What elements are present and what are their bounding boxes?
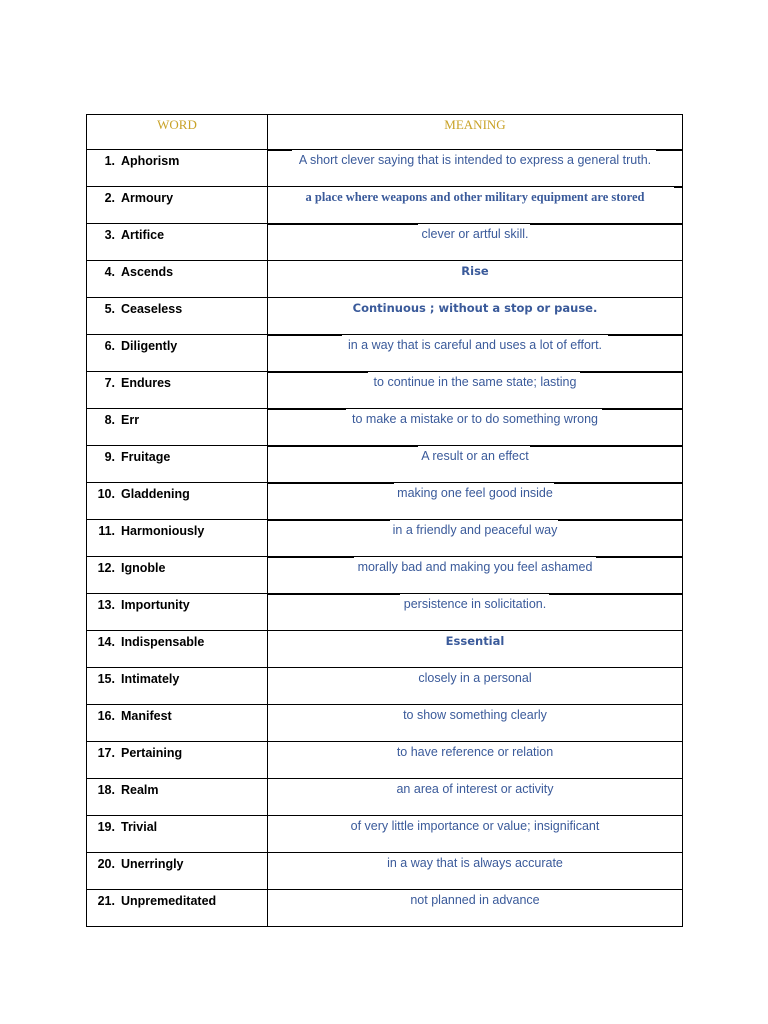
table-row — [87, 557, 683, 594]
word-number: 9. — [104, 450, 115, 464]
header-meaning: MEANING — [268, 115, 683, 150]
table-header-row — [87, 115, 683, 150]
table-row — [87, 150, 683, 187]
word-text: Fruitage — [121, 450, 171, 464]
word-text: Indispensable — [121, 635, 205, 649]
meaning-text: in a way that is always accurate — [387, 856, 563, 870]
meaning-cell — [268, 557, 683, 594]
word-text: Manifest — [121, 709, 172, 723]
word-cell — [87, 594, 268, 631]
word-text: Gladdening — [121, 487, 190, 501]
word-number: 16. — [97, 709, 115, 723]
field-underline — [530, 446, 682, 447]
meaning-cell — [268, 298, 683, 335]
field-underline — [268, 372, 368, 373]
field-underline — [580, 372, 682, 373]
meaning-text: in a way that is careful and uses a lot of effort. — [347, 338, 603, 352]
field-underline — [554, 483, 682, 484]
field-underline — [549, 594, 682, 595]
word-number: 4. — [104, 265, 115, 279]
word-cell — [87, 150, 268, 187]
meaning-cell — [268, 631, 683, 668]
word-text: Artifice — [121, 228, 165, 242]
word-number: 13. — [97, 598, 115, 612]
word-cell — [87, 816, 268, 853]
word-text: Aphorism — [121, 154, 180, 168]
meaning-cell — [268, 594, 683, 631]
table-row — [87, 298, 683, 335]
word-text: Ascends — [121, 265, 174, 279]
table-row — [87, 705, 683, 742]
table-row — [87, 224, 683, 261]
word-cell — [87, 372, 268, 409]
meaning-text: to make a mistake or to do something wrong — [352, 412, 598, 426]
field-underline — [268, 520, 390, 521]
table-body — [87, 150, 683, 927]
meaning-text: A result or an effect — [421, 449, 529, 463]
word-cell — [87, 483, 268, 520]
word-number: 14. — [97, 635, 115, 649]
meaning-text: morally bad and making you feel ashamed — [357, 560, 593, 574]
meaning-text: Rise — [461, 264, 489, 278]
word-text: Err — [121, 413, 140, 427]
field-underline — [268, 446, 418, 447]
meaning-cell — [268, 409, 683, 446]
word-number: 10. — [97, 487, 115, 501]
meaning-cell — [268, 224, 683, 261]
word-cell — [87, 335, 268, 372]
word-text: Endures — [121, 376, 172, 390]
word-text: Ceaseless — [121, 302, 183, 316]
meaning-text: to show something clearly — [403, 708, 547, 722]
word-text: Unpremeditated — [121, 894, 217, 908]
table-row — [87, 409, 683, 446]
word-cell — [87, 668, 268, 705]
table-row — [87, 446, 683, 483]
word-cell — [87, 261, 268, 298]
word-cell — [87, 631, 268, 668]
table-row — [87, 853, 683, 890]
meaning-text: a place where weapons and other military equipment are stored — [305, 190, 645, 204]
word-text: Intimately — [121, 672, 180, 686]
table-row — [87, 779, 683, 816]
word-cell — [87, 520, 268, 557]
word-text: Harmoniously — [121, 524, 205, 538]
word-number: 6. — [104, 339, 115, 353]
meaning-text: making one feel good inside — [397, 486, 553, 500]
field-underline — [596, 557, 682, 558]
meaning-text: Essential — [445, 634, 505, 648]
word-cell — [87, 187, 268, 224]
meaning-cell — [268, 742, 683, 779]
meaning-cell — [268, 372, 683, 409]
word-cell — [87, 446, 268, 483]
word-cell — [87, 853, 268, 890]
word-cell — [87, 557, 268, 594]
meaning-cell — [268, 150, 683, 187]
field-underline — [558, 520, 682, 521]
meaning-text: to have reference or relation — [396, 745, 554, 759]
meaning-text: of very little importance or value; insignificant — [350, 819, 600, 833]
meaning-text: A short clever saying that is intended to express a general truth. — [298, 153, 652, 167]
field-underline — [608, 335, 682, 336]
word-cell — [87, 298, 268, 335]
field-underline — [530, 224, 682, 225]
table-row — [87, 335, 683, 372]
word-number: 8. — [104, 413, 115, 427]
word-number: 11. — [98, 524, 115, 538]
word-text: Unerringly — [121, 857, 184, 871]
meaning-cell — [268, 187, 683, 224]
field-underline — [268, 150, 292, 151]
meaning-cell — [268, 816, 683, 853]
word-number: 21. — [97, 894, 115, 908]
table-row — [87, 261, 683, 298]
word-number: 12. — [97, 561, 115, 575]
word-number: 3. — [104, 228, 115, 242]
meaning-cell — [268, 890, 683, 927]
table-row — [87, 594, 683, 631]
word-cell — [87, 779, 268, 816]
field-underline — [268, 335, 342, 336]
table-row — [87, 890, 683, 927]
word-text: Ignoble — [121, 561, 166, 575]
word-number: 7. — [104, 376, 115, 390]
word-text: Diligently — [121, 339, 178, 353]
meaning-cell — [268, 446, 683, 483]
field-underline — [268, 557, 354, 558]
table-row — [87, 187, 683, 224]
word-number: 19. — [97, 820, 115, 834]
table-row — [87, 483, 683, 520]
field-underline — [656, 150, 682, 151]
meaning-text: an area of interest or activity — [396, 782, 554, 796]
word-text: Pertaining — [121, 746, 183, 760]
word-cell — [87, 890, 268, 927]
header-word: WORD — [87, 115, 268, 150]
field-underline — [602, 409, 682, 410]
field-underline — [674, 187, 682, 188]
table-row — [87, 742, 683, 779]
word-number: 18. — [97, 783, 115, 797]
table-row — [87, 520, 683, 557]
vocabulary-table — [86, 114, 683, 927]
word-number: 17. — [97, 746, 115, 760]
table-row — [87, 668, 683, 705]
word-cell — [87, 705, 268, 742]
word-number: 5. — [104, 302, 115, 316]
field-underline — [268, 224, 418, 225]
meaning-cell — [268, 261, 683, 298]
meaning-cell — [268, 779, 683, 816]
meaning-text: clever or artful skill. — [421, 227, 529, 241]
meaning-text: to continue in the same state; lasting — [373, 375, 577, 389]
table-row — [87, 372, 683, 409]
meaning-text: in a friendly and peaceful way — [392, 523, 558, 537]
word-number: 1. — [104, 154, 115, 168]
word-text: Importunity — [121, 598, 190, 612]
word-cell — [87, 742, 268, 779]
word-text: Realm — [121, 783, 159, 797]
word-number: 2. — [104, 191, 115, 205]
word-cell — [87, 409, 268, 446]
field-underline — [268, 594, 400, 595]
word-number: 20. — [97, 857, 115, 871]
field-underline — [268, 409, 346, 410]
meaning-cell — [268, 853, 683, 890]
word-number: 15. — [97, 672, 115, 686]
word-text: Armoury — [121, 191, 174, 205]
meaning-cell — [268, 668, 683, 705]
meaning-text: closely in a personal — [418, 671, 532, 685]
word-text: Trivial — [121, 820, 158, 834]
meaning-cell — [268, 335, 683, 372]
word-cell — [87, 224, 268, 261]
meaning-text: not planned in advance — [410, 893, 540, 907]
field-underline — [268, 483, 394, 484]
table-row — [87, 816, 683, 853]
table-row — [87, 631, 683, 668]
meaning-text: Continuous ; without a stop or pause. — [352, 301, 598, 315]
meaning-text: persistence in solicitation. — [403, 597, 547, 611]
meaning-cell — [268, 520, 683, 557]
meaning-cell — [268, 705, 683, 742]
meaning-cell — [268, 483, 683, 520]
